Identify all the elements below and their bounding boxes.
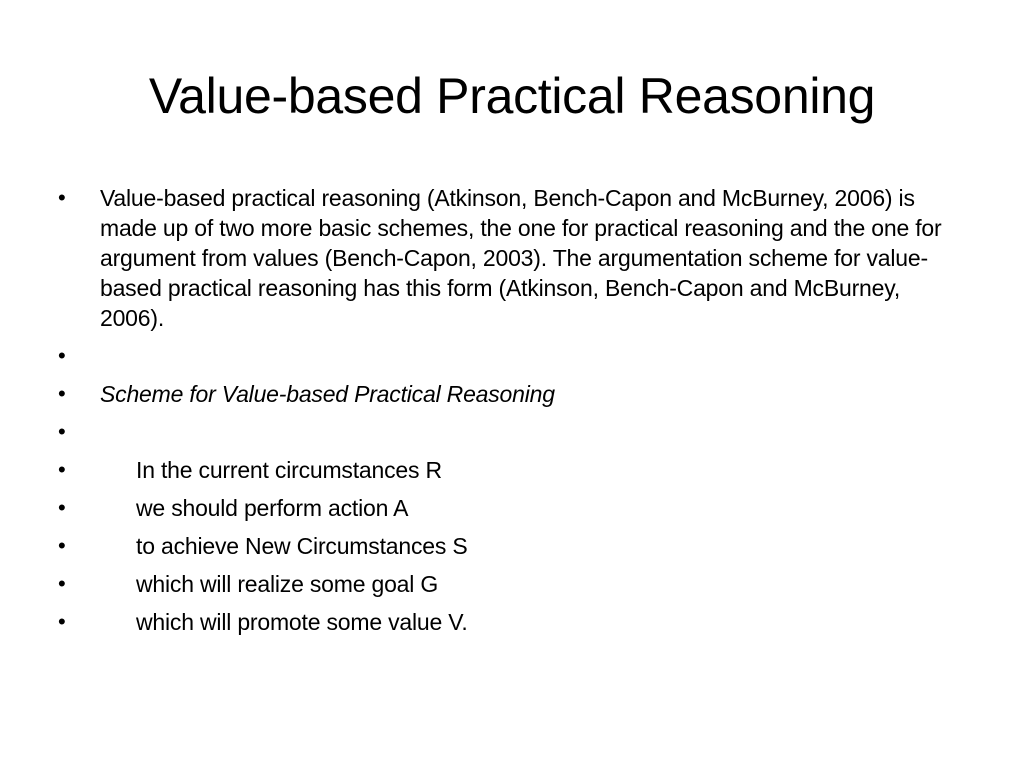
bullet-item-scheme-heading (58, 379, 958, 409)
bullet-item-premise-action (58, 493, 958, 523)
bullet-item-premise-new-circumstances (58, 531, 958, 561)
bullet-icon: • (58, 571, 66, 596)
slide-title: Value-based Practical Reasoning (148, 68, 876, 124)
scheme-heading: Scheme for Value-based Practical Reasoning (100, 381, 555, 407)
bullet-text: we should perform action A (136, 495, 409, 521)
bullet-text: which will promote some value V. (136, 609, 468, 635)
bullet-text: to achieve New Circumstances S (136, 533, 468, 559)
bullet-text: In the current circumstances R (136, 457, 442, 483)
bullet-text: which will realize some goal G (136, 571, 439, 597)
bullet-icon: • (58, 457, 66, 482)
bullet-icon: • (58, 185, 66, 210)
bullet-icon: • (58, 343, 66, 368)
bullet-item-premise-value (58, 607, 958, 637)
bullet-icon: • (58, 381, 66, 406)
bullet-icon: • (58, 533, 66, 558)
bullet-icon: • (58, 609, 66, 634)
bullet-icon: • (58, 419, 66, 444)
bullet-item-intro (58, 183, 958, 333)
bullet-text: Value-based practical reasoning (Atkinson, Bench-Capon and McBurney, 2006) is made up of two more basic schemes, the one for practical reasoning and the one for argument from values (Bench-Capon, 2003). The argumentation scheme for value-based practical reasoning has this form (Atkinson, Bench-Capon and McBurney, 2006). (100, 185, 942, 331)
bullet-list (58, 183, 958, 645)
bullet-item-empty (58, 341, 958, 371)
bullet-item-empty (58, 417, 958, 447)
bullet-icon: • (58, 495, 66, 520)
bullet-item-premise-goal (58, 569, 958, 599)
bullet-item-premise-circumstances (58, 455, 958, 485)
